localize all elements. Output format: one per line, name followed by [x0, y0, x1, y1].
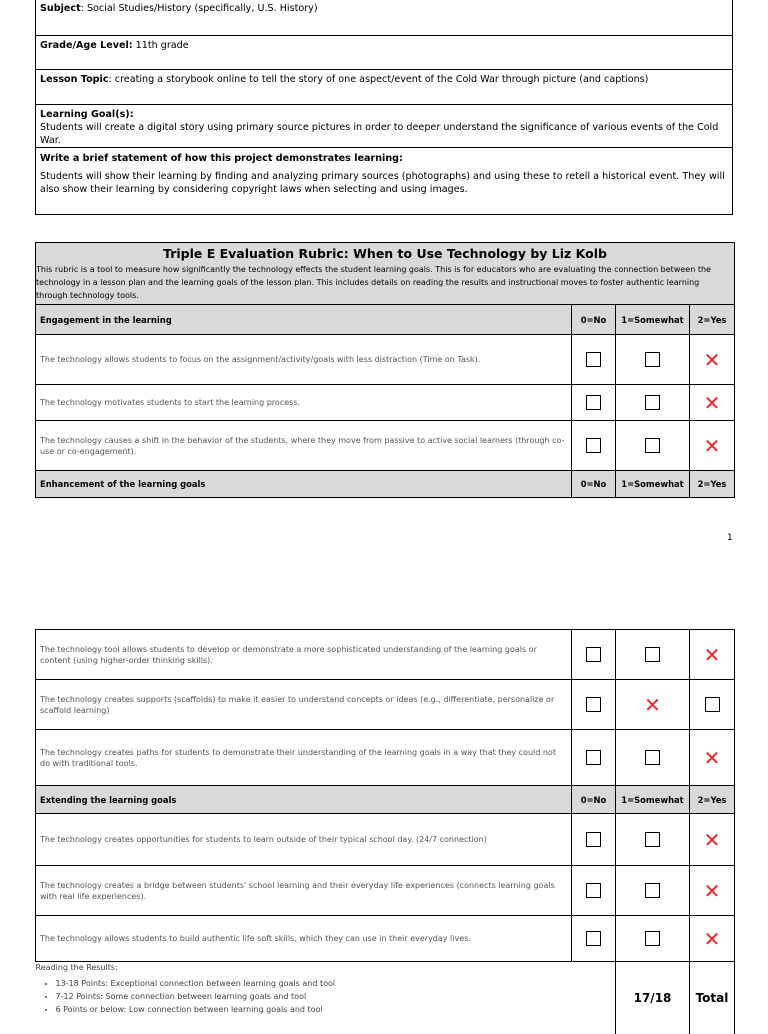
checkbox-icon: [645, 931, 660, 946]
criterion-row: [36, 814, 735, 866]
checkbox-icon: [645, 352, 660, 367]
option-yes[interactable]: [690, 866, 735, 916]
checkbox-icon: [586, 832, 601, 847]
learning-goal-row: [36, 105, 732, 148]
x-mark-icon: ✕: [703, 827, 721, 852]
option-somewhat[interactable]: [616, 814, 690, 866]
rubric-header: [36, 243, 735, 305]
rubric-intro: This rubric is a tool to measure how significantly the technology effects the student learning goals. This is for educators who are evaluating the connection between the technology in a lesson plan and the learning goals of the lesson plan. This includes details on reading the results and instructional moves to foster authentic learning through technology tools.: [36, 265, 711, 300]
option-no[interactable]: [572, 866, 616, 916]
x-mark-icon: ✕: [703, 433, 721, 458]
x-mark-icon: ✕: [703, 390, 721, 415]
results-list: [36, 977, 612, 1016]
col-yes-label: 2=Yes: [690, 305, 735, 335]
checkbox-icon: [586, 931, 601, 946]
x-mark-icon: ✕: [703, 745, 721, 770]
option-somewhat[interactable]: [616, 866, 690, 916]
criterion-text: The technology allows students to focus on the assignment/activity/goals with less distraction (Time on Task).: [36, 335, 572, 385]
section-heading: Enhancement of the learning goals: [36, 471, 572, 498]
option-somewhat[interactable]: [616, 335, 690, 385]
criterion-text: The technology creates supports (scaffolds) to make it easier to understand concepts or ideas (e.g., differentiate, personalize or scaffold learning): [36, 680, 572, 730]
col-somewhat-label: 1=Somewhat: [616, 305, 690, 335]
results-bullet: • 7-12 Points: Some connection between learning goals and tool: [56, 990, 612, 1003]
checkbox-icon: [586, 647, 601, 662]
section-header-extending: [36, 786, 735, 814]
results-bullet: • 6 Points or below: Low connection between learning goals and tool: [56, 1003, 612, 1016]
option-no[interactable]: [572, 916, 616, 962]
subject-value: : Social Studies/History (specifically, U.S. History): [80, 3, 318, 14]
criterion-row: [36, 630, 735, 680]
checkbox-icon: [645, 832, 660, 847]
option-somewhat[interactable]: [616, 421, 690, 471]
option-yes[interactable]: [690, 385, 735, 421]
option-yes[interactable]: [690, 814, 735, 866]
option-yes[interactable]: [690, 730, 735, 786]
statement-row: [36, 148, 732, 214]
criterion-text: The technology tool allows students to develop or demonstrate a more sophisticated understanding of the learning goals or content (using higher-order thinking skills).: [36, 630, 572, 680]
checkbox-icon: [645, 750, 660, 765]
criterion-row: [36, 335, 735, 385]
checkbox-icon: [586, 883, 601, 898]
checkbox-icon: [645, 395, 660, 410]
col-yes-label: 2=Yes: [690, 786, 735, 814]
option-somewhat[interactable]: [616, 385, 690, 421]
subject-row: [36, 0, 732, 36]
option-no[interactable]: [572, 730, 616, 786]
criterion-text: The technology causes a shift in the behavior of the students, where they move from passive to active social learners (through co-use or co-engagement).: [36, 421, 572, 471]
checkbox-icon: [645, 883, 660, 898]
results-label: Reading the Results:: [35, 963, 118, 972]
option-somewhat[interactable]: [616, 680, 690, 730]
option-no[interactable]: [572, 385, 616, 421]
option-no[interactable]: [572, 680, 616, 730]
option-somewhat[interactable]: [616, 630, 690, 680]
learning-goal-label: Learning Goal(s):: [40, 109, 134, 120]
topic-label: Lesson Topic: [40, 74, 109, 85]
statement-label: Write a brief statement of how this project demonstrates learning:: [40, 153, 403, 164]
x-mark-icon: ✕: [703, 926, 721, 951]
rubric-table-part1: [35, 242, 735, 498]
checkbox-icon: [705, 697, 720, 712]
criterion-row: [36, 916, 735, 962]
grade-value: 11th grade: [132, 40, 189, 51]
total-label: Total: [690, 962, 735, 1034]
results-cell: [36, 962, 616, 1034]
criterion-row: [36, 385, 735, 421]
criterion-row: [36, 866, 735, 916]
option-yes[interactable]: [690, 335, 735, 385]
criterion-row: [36, 421, 735, 471]
total-score: 17/18: [616, 962, 690, 1034]
col-somewhat-label: 1=Somewhat: [616, 786, 690, 814]
col-somewhat-label: 1=Somewhat: [616, 471, 690, 498]
option-yes[interactable]: [690, 916, 735, 962]
col-no-label: 0=No: [572, 471, 616, 498]
checkbox-icon: [645, 647, 660, 662]
checkbox-icon: [586, 395, 601, 410]
criterion-text: The technology creates a bridge between students' school learning and their everyday life experiences (connects learning goals with real life experiences).: [36, 866, 572, 916]
x-mark-icon: ✕: [703, 878, 721, 903]
col-no-label: 0=No: [572, 305, 616, 335]
option-yes[interactable]: [690, 421, 735, 471]
statement-value: Students will show their learning by finding and analyzing primary sources (photographs) and using these to retell a historical event. They will also show their learning by considering copyright laws when selecting and using images.: [40, 171, 725, 195]
section-header-engagement: [36, 305, 735, 335]
results-row: [36, 962, 735, 1034]
checkbox-icon: [586, 697, 601, 712]
checkbox-icon: [586, 750, 601, 765]
criterion-text: The technology motivates students to start the learning process.: [36, 385, 572, 421]
criterion-text: The technology creates opportunities for students to learn outside of their typical school day. (24/7 connection): [36, 814, 572, 866]
option-no[interactable]: [572, 630, 616, 680]
checkbox-icon: [586, 438, 601, 453]
criterion-row: [36, 680, 735, 730]
checkbox-icon: [645, 438, 660, 453]
grade-row: [36, 36, 732, 70]
x-mark-icon: ✕: [703, 642, 721, 667]
checkbox-icon: [586, 352, 601, 367]
section-heading: Engagement in the learning: [36, 305, 572, 335]
learning-goal-value: Students will create a digital story using primary source pictures in order to deeper understand the significance of various events of the Cold War.: [40, 122, 719, 146]
page-number: 1: [727, 533, 733, 543]
x-mark-icon: ✕: [703, 347, 721, 372]
criterion-text: The technology creates paths for students to demonstrate their understanding of the learning goals in a way that they could not do with traditional tools.: [36, 730, 572, 786]
option-no[interactable]: [572, 335, 616, 385]
criterion-row: [36, 730, 735, 786]
option-somewhat[interactable]: [616, 730, 690, 786]
option-yes[interactable]: [690, 630, 735, 680]
x-mark-icon: ✕: [644, 692, 661, 717]
topic-value: : creating a storybook online to tell the story of one aspect/event of the Cold War through picture (and captions): [108, 74, 649, 85]
rubric-title: Triple E Evaluation Rubric: When to Use Technology by Liz Kolb: [163, 246, 607, 261]
col-no-label: 0=No: [572, 786, 616, 814]
col-yes-label: 2=Yes: [690, 471, 735, 498]
topic-row: [36, 70, 732, 105]
lesson-info-table: [35, 0, 733, 215]
grade-label: Grade/Age Level:: [40, 40, 133, 51]
option-no[interactable]: [572, 814, 616, 866]
rubric-table-part2: [35, 629, 735, 1034]
subject-label: Subject: [40, 3, 81, 14]
option-somewhat[interactable]: [616, 916, 690, 962]
criterion-text: The technology allows students to build authentic life soft skills, which they can use in their everyday lives.: [36, 916, 572, 962]
section-header-enhancement: [36, 471, 735, 498]
section-heading: Extending the learning goals: [36, 786, 572, 814]
option-yes[interactable]: [690, 680, 735, 730]
option-no[interactable]: [572, 421, 616, 471]
results-bullet: • 13-18 Points: Exceptional connection between learning goals and tool: [56, 977, 612, 990]
